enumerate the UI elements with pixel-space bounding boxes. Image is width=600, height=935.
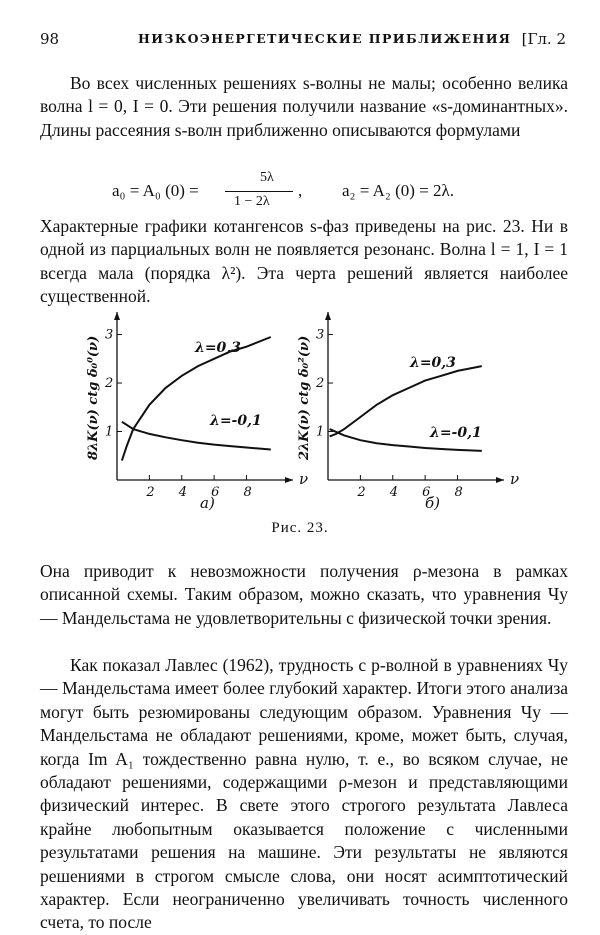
- x-tick-label: 8: [243, 485, 252, 500]
- x-axis-label: ν: [299, 470, 309, 488]
- x-tick-label: 6: [422, 485, 431, 500]
- formula-a0-denominator: 1 − 2λ: [234, 194, 270, 209]
- series-label: λ=0,3: [195, 340, 241, 356]
- formula-a0-numerator: 5λ: [260, 170, 274, 185]
- x-tick-label: 8: [454, 485, 463, 500]
- y-tick-label: 2: [105, 376, 114, 392]
- panel-label: б): [425, 494, 441, 512]
- formula-a0-lhs: a₀ = A₀ (0) =: [112, 181, 199, 200]
- x-axis-arrow-2: [496, 477, 504, 483]
- figure-23-plots: [0, 310, 600, 520]
- x-tick-label: 4: [389, 485, 399, 500]
- y-axis-label: 8λK(ν) ctg δ₀⁰(ν): [86, 335, 101, 460]
- y-axis-arrow-1: [114, 312, 120, 320]
- y-tick-label: 1: [105, 424, 114, 440]
- x-tick-label: 6: [211, 485, 220, 500]
- scattering-length-formula: [0, 170, 600, 216]
- running-title: НИЗКОЭНЕРГЕТИЧЕСКИЕ ПРИБЛИЖЕНИЯ: [138, 31, 512, 46]
- figure-23: [0, 310, 600, 550]
- chapter-marker: [Гл. 2: [521, 30, 566, 48]
- x-axis-arrow-1: [285, 477, 293, 483]
- figure-caption: Рис. 23.: [271, 520, 329, 536]
- paragraph-4: Как показал Лавлес (1962), трудность с p-волной в уравнениях Чу — Мандельстама имеет более глубокий характер. Итоги этого анализа могут быть резюмированы следующим образом. Уравнения Чу — Мандельстама не обладают решениями, кроме, может быть, случая, когда Im A₁ тождественно равна нулю, т. е., во всяком случае, не обладают решениями, содержащими ρ-мезон и представляющими физический интерес. В свете этого строгого результата Лавлеса крайне любопытным оказывается положение с численными результатами решения на машине. Эти результаты не являются решениями в строгом смысле слова, они носят асимптотический характер. Если неограниченно увеличивать точность численного счета, то после: [40, 655, 568, 933]
- paragraph-3: Она приводит к невозможности получения ρ-мезона в рамках описанной схемы. Таким образом, можно сказать, что уравнения Чу — Мандельстама не удовлетворительны с физической точки зрения.: [40, 561, 568, 628]
- paragraph-1: Во всех численных решениях s-волны не малы; особенно велика волна l = 0, I = 0. Эти решения получили название «s-доминантных». Длины рассеяния s-волн приближенно описываются формулами: [40, 73, 568, 140]
- paragraph-2: Характерные графики котангенсов s-фаз приведены на рис. 23. Ни в одной из парциальных волн не появляется резонанс. Волна l = 1, I = 1 всегда мала (порядка λ²). Эта черта решений является наиболее существенной.: [40, 216, 568, 307]
- y-axis-label: 2λK(ν) ctg δ₀²(ν): [297, 335, 312, 460]
- page-number: 98: [40, 30, 60, 48]
- panel-label: а): [200, 494, 215, 512]
- formula-separator: ,: [298, 181, 303, 200]
- y-tick-label: 2: [316, 376, 325, 392]
- x-tick-label: 2: [357, 485, 366, 500]
- running-header: [40, 30, 570, 52]
- x-axis-label: ν: [510, 470, 520, 488]
- series-label: λ=-0,1: [210, 413, 262, 429]
- x-tick-label: 2: [146, 485, 155, 500]
- y-tick-label: 3: [316, 327, 325, 343]
- x-tick-label: 4: [178, 485, 188, 500]
- series-label: λ=0,3: [410, 355, 456, 371]
- fraction-bar: [225, 191, 293, 192]
- y-tick-label: 1: [316, 424, 325, 440]
- formula-a2: a₂ = A₂ (0) = 2λ.: [342, 181, 454, 200]
- series-label: λ=-0,1: [430, 425, 482, 441]
- y-tick-label: 3: [105, 327, 114, 343]
- y-axis-arrow-2: [325, 312, 331, 320]
